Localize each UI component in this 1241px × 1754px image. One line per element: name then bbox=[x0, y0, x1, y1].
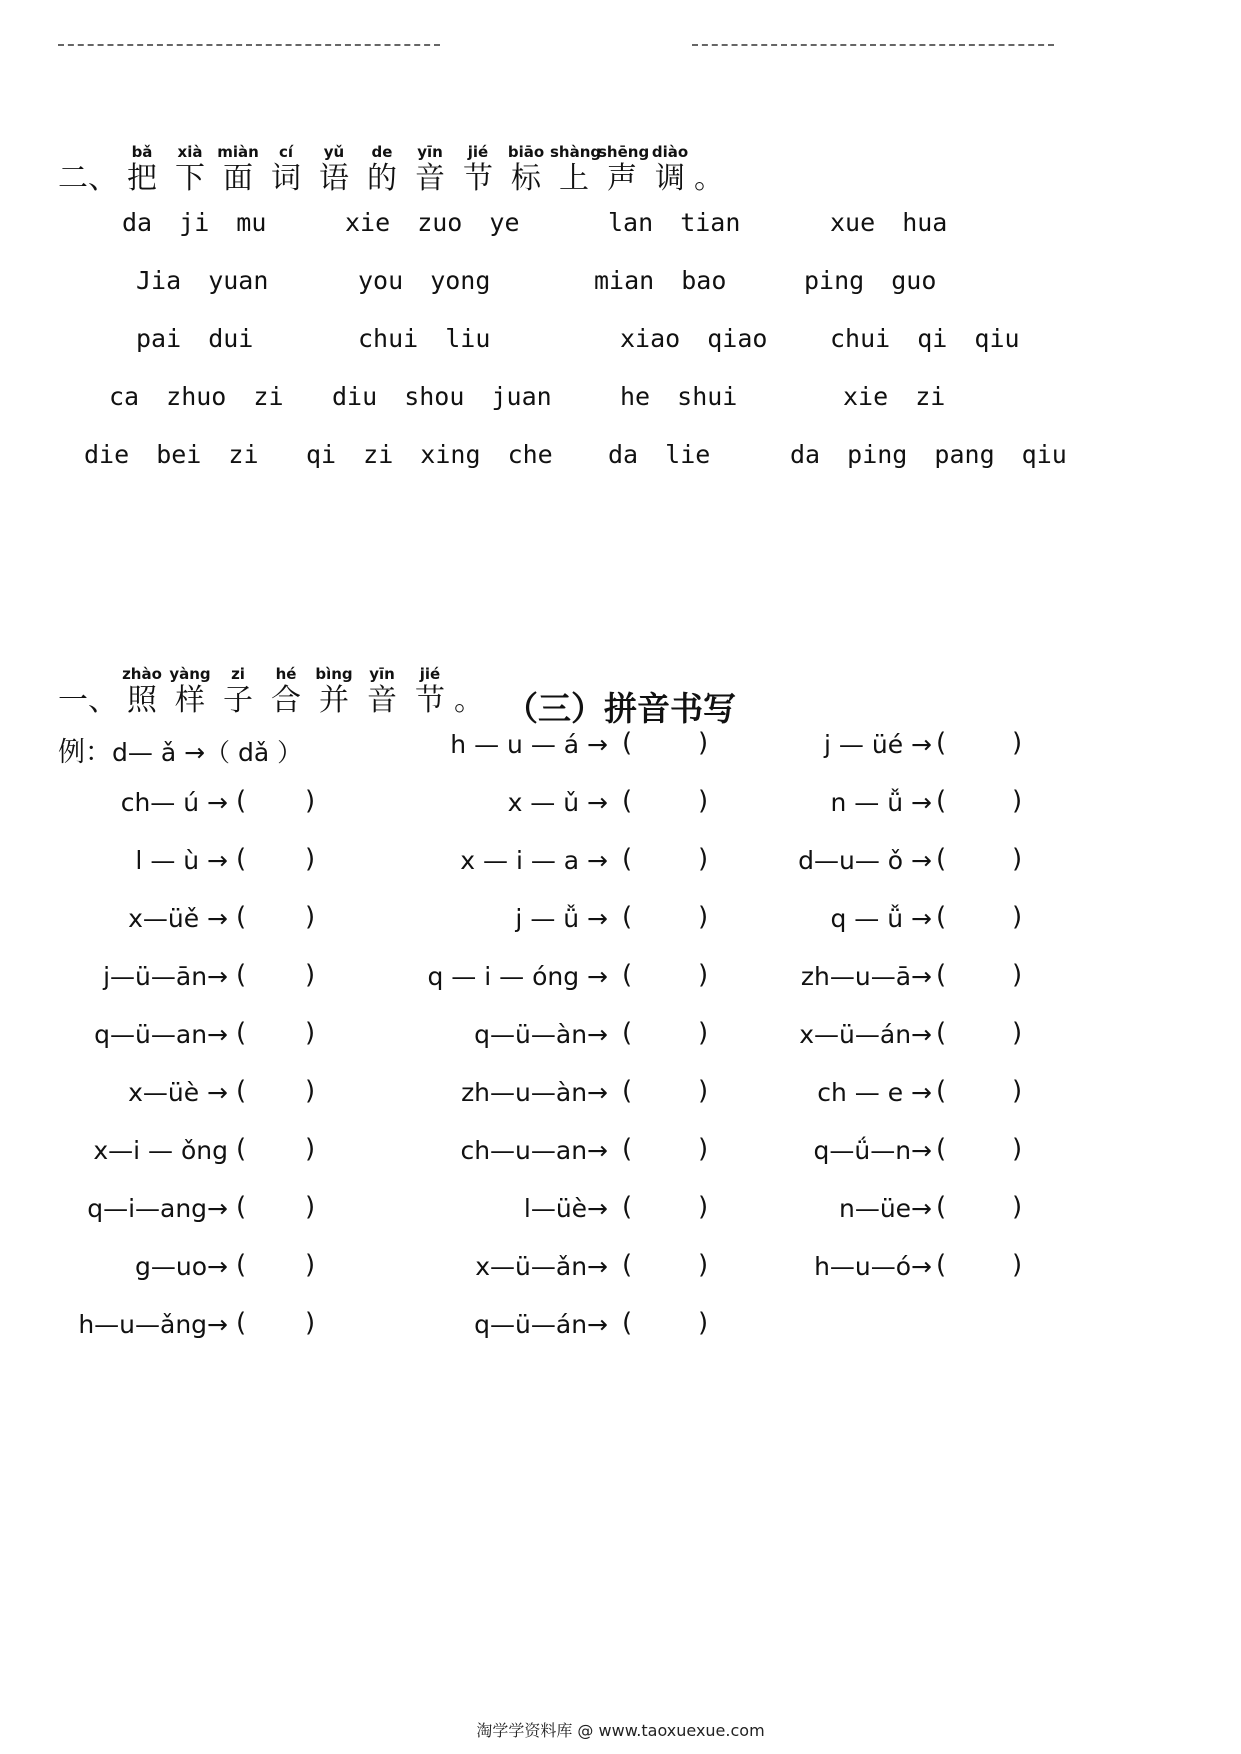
syllable-expression: q—ü—àn→ bbox=[474, 1020, 608, 1049]
answer-blank[interactable] bbox=[636, 1252, 698, 1282]
example-expression: d— ǎ →（ dǎ ） bbox=[112, 738, 303, 767]
answer-paren-open: ( bbox=[622, 1250, 633, 1280]
hanzi-char: 下 bbox=[175, 161, 205, 196]
pinyin-word: chui qi qiu bbox=[830, 324, 1020, 353]
answer-paren-close: ) bbox=[1012, 728, 1023, 758]
answer-blank[interactable] bbox=[950, 730, 1012, 760]
top-dash-line-left bbox=[58, 44, 440, 46]
pinyin-annotation: biāo bbox=[507, 143, 545, 161]
section3-subtitle bbox=[58, 665, 484, 719]
pinyin-annotation: zi bbox=[231, 665, 245, 683]
answer-paren-open: ( bbox=[936, 1192, 947, 1222]
section3-subtitle-char bbox=[214, 665, 262, 719]
syllable-expression: d—u— ǒ → bbox=[798, 846, 932, 875]
answer-blank[interactable] bbox=[950, 1078, 1012, 1108]
section3-heading: （三）拼音书写 bbox=[505, 689, 736, 728]
pinyin-annotation: yīn bbox=[369, 665, 395, 683]
syllable-expression: g—uo→ bbox=[135, 1252, 228, 1281]
answer-paren-open: ( bbox=[936, 728, 947, 758]
hanzi-char: 面 bbox=[223, 161, 253, 196]
pinyin-annotation: shēng bbox=[598, 143, 650, 161]
syllable-expression: zh—u—àn→ bbox=[461, 1078, 608, 1107]
pinyin-annotation: yǔ bbox=[323, 143, 345, 161]
pinyin-annotation: shàng bbox=[550, 143, 602, 161]
pinyin-word: xie zuo ye bbox=[345, 208, 520, 237]
syllable-expression: q — i — óng → bbox=[427, 962, 608, 991]
hanzi-char: 词 bbox=[271, 161, 301, 196]
syllable-expression: x — i — a → bbox=[460, 846, 608, 875]
answer-blank[interactable] bbox=[636, 1310, 698, 1340]
answer-blank[interactable] bbox=[250, 846, 305, 876]
answer-paren-close: ) bbox=[698, 786, 709, 816]
syllable-expression: n—üe→ bbox=[838, 1194, 932, 1223]
syllable-expression: zh—u—ā→ bbox=[800, 962, 932, 991]
answer-paren-open: ( bbox=[936, 786, 947, 816]
answer-blank[interactable] bbox=[950, 1252, 1012, 1282]
syllable-expression: ch— ú → bbox=[120, 788, 228, 817]
syllable-expression: ch—u—an→ bbox=[460, 1136, 608, 1165]
hanzi-char: 子 bbox=[223, 683, 253, 718]
pinyin-annotation: jié bbox=[467, 143, 489, 161]
hanzi-char: 音 bbox=[367, 683, 397, 718]
syllable-expression: x — ǔ → bbox=[507, 788, 608, 817]
answer-paren-open: ( bbox=[236, 1308, 247, 1338]
section2-title-char bbox=[118, 143, 166, 197]
answer-paren-open: ( bbox=[936, 1076, 947, 1106]
section2-title-char bbox=[406, 143, 454, 197]
answer-paren-open: ( bbox=[622, 844, 633, 874]
hanzi-char: 的 bbox=[367, 161, 397, 196]
hanzi-char: 声 bbox=[607, 161, 637, 196]
answer-paren-open: ( bbox=[936, 960, 947, 990]
answer-blank[interactable] bbox=[950, 1020, 1012, 1050]
syllable-expression: j—ü—ān→ bbox=[103, 962, 228, 991]
answer-paren-open: ( bbox=[236, 1134, 247, 1164]
answer-paren-close: ) bbox=[1012, 786, 1023, 816]
answer-paren-close: ) bbox=[698, 844, 709, 874]
pinyin-word: xiao qiao bbox=[620, 324, 768, 353]
answer-blank[interactable] bbox=[636, 1194, 698, 1224]
answer-blank[interactable] bbox=[250, 904, 305, 934]
answer-paren-open: ( bbox=[622, 960, 633, 990]
answer-blank[interactable] bbox=[950, 904, 1012, 934]
answer-blank[interactable] bbox=[636, 1020, 698, 1050]
syllable-expression: q—ǘ—n→ bbox=[813, 1136, 932, 1165]
answer-paren-open: ( bbox=[622, 728, 633, 758]
answer-paren-open: ( bbox=[622, 1018, 633, 1048]
pinyin-annotation: miàn bbox=[217, 143, 259, 161]
section2-title-number: 二、 bbox=[58, 161, 118, 196]
hanzi-char: 节 bbox=[463, 161, 493, 196]
pinyin-word: you yong bbox=[358, 266, 491, 295]
answer-paren-close: ) bbox=[698, 1192, 709, 1222]
syllable-expression: ch — e → bbox=[817, 1078, 932, 1107]
answer-paren-open: ( bbox=[236, 844, 247, 874]
answer-paren-close: ) bbox=[698, 728, 709, 758]
answer-paren-close: ) bbox=[1012, 1134, 1023, 1164]
pinyin-word: ca zhuo zi bbox=[109, 382, 284, 411]
section2-title-char bbox=[166, 143, 214, 197]
syllable-expression: n — ǚ → bbox=[830, 788, 932, 817]
answer-paren-close: ) bbox=[1012, 844, 1023, 874]
answer-paren-open: ( bbox=[622, 1308, 633, 1338]
hanzi-char: 合 bbox=[271, 683, 301, 718]
answer-paren-close: ) bbox=[1012, 1076, 1023, 1106]
answer-paren-close: ) bbox=[1012, 1192, 1023, 1222]
section3-subtitle-end-mark: 。 bbox=[454, 683, 484, 718]
section2-title-char bbox=[262, 143, 310, 197]
syllable-expression: q—ü—án→ bbox=[474, 1310, 608, 1339]
syllable-expression: x—ü—ǎn→ bbox=[475, 1252, 608, 1281]
answer-paren-open: ( bbox=[236, 1192, 247, 1222]
hanzi-char: 音 bbox=[415, 161, 445, 196]
answer-paren-close: ) bbox=[305, 844, 316, 874]
syllable-expression: x—üè → bbox=[128, 1078, 228, 1107]
pinyin-annotation: yàng bbox=[169, 665, 211, 683]
hanzi-char: 节 bbox=[415, 683, 445, 718]
syllable-expression: q—ü—an→ bbox=[94, 1020, 228, 1049]
footer-watermark: 淘学学资料库 @ www.taoxuexue.com bbox=[476, 1721, 765, 1740]
answer-paren-close: ) bbox=[305, 1192, 316, 1222]
syllable-expression: q — ǚ → bbox=[830, 904, 932, 933]
answer-paren-close: ) bbox=[698, 1308, 709, 1338]
pinyin-word: diu shou juan bbox=[332, 382, 552, 411]
answer-paren-close: ) bbox=[1012, 1018, 1023, 1048]
syllable-expression: l—üè→ bbox=[523, 1194, 608, 1223]
syllable-expression: x—i — ǒng bbox=[93, 1136, 228, 1165]
pinyin-word: lan tian bbox=[608, 208, 741, 237]
section2-title bbox=[58, 143, 724, 197]
answer-blank[interactable] bbox=[950, 962, 1012, 992]
answer-blank[interactable] bbox=[636, 788, 698, 818]
section3-subtitle-char bbox=[262, 665, 310, 719]
pinyin-word: pai dui bbox=[136, 324, 254, 353]
pinyin-word: ping guo bbox=[804, 266, 937, 295]
answer-paren-close: ) bbox=[305, 786, 316, 816]
pinyin-annotation: diào bbox=[651, 143, 689, 161]
pinyin-word: xie zi bbox=[843, 382, 946, 411]
answer-paren-open: ( bbox=[236, 1250, 247, 1280]
example-row bbox=[58, 730, 302, 769]
hanzi-char: 并 bbox=[319, 683, 349, 718]
hanzi-char: 调 bbox=[655, 161, 685, 196]
syllable-expression: h—u—ǎng→ bbox=[78, 1310, 228, 1339]
pinyin-annotation: cí bbox=[278, 143, 294, 161]
answer-blank[interactable] bbox=[250, 1310, 305, 1340]
answer-paren-close: ) bbox=[1012, 960, 1023, 990]
answer-paren-open: ( bbox=[936, 1018, 947, 1048]
answer-paren-open: ( bbox=[936, 844, 947, 874]
answer-blank[interactable] bbox=[636, 962, 698, 992]
pinyin-annotation: bìng bbox=[315, 665, 353, 683]
answer-blank[interactable] bbox=[250, 1252, 305, 1282]
pinyin-annotation: zhào bbox=[122, 665, 162, 683]
syllable-expression: h—u—ó→ bbox=[814, 1252, 932, 1281]
answer-paren-close: ) bbox=[1012, 1250, 1023, 1280]
syllable-expression: x—üě → bbox=[128, 904, 228, 933]
answer-paren-open: ( bbox=[936, 902, 947, 932]
syllable-expression: q—i—ang→ bbox=[87, 1194, 228, 1223]
syllable-expression: j — ǚ → bbox=[515, 904, 608, 933]
hanzi-char: 标 bbox=[511, 161, 541, 196]
pinyin-word: da lie bbox=[608, 440, 711, 469]
answer-paren-close: ) bbox=[698, 1134, 709, 1164]
answer-paren-open: ( bbox=[236, 1076, 247, 1106]
example-label: 例： bbox=[58, 737, 112, 768]
answer-paren-close: ) bbox=[698, 1250, 709, 1280]
section2-title-char bbox=[646, 143, 694, 197]
pinyin-annotation: de bbox=[371, 143, 393, 161]
section2-title-end-mark: 。 bbox=[694, 161, 724, 196]
answer-blank[interactable] bbox=[250, 1136, 305, 1166]
answer-blank[interactable] bbox=[636, 1078, 698, 1108]
answer-paren-close: ) bbox=[698, 902, 709, 932]
answer-paren-close: ) bbox=[305, 1250, 316, 1280]
answer-blank[interactable] bbox=[950, 788, 1012, 818]
section3-subtitle-char bbox=[166, 665, 214, 719]
section2-title-char bbox=[214, 143, 262, 197]
answer-blank[interactable] bbox=[250, 962, 305, 992]
section3-subtitle-char bbox=[358, 665, 406, 719]
answer-blank[interactable] bbox=[250, 1194, 305, 1224]
syllable-expression: x—ü—án→ bbox=[799, 1020, 932, 1049]
pinyin-annotation: hé bbox=[275, 665, 297, 683]
pinyin-word: die bei zi bbox=[84, 440, 259, 469]
section3-subtitle-char bbox=[406, 665, 454, 719]
answer-paren-close: ) bbox=[1012, 902, 1023, 932]
pinyin-annotation: bǎ bbox=[131, 143, 153, 161]
answer-paren-open: ( bbox=[236, 1018, 247, 1048]
hanzi-char: 照 bbox=[127, 683, 157, 718]
answer-paren-open: ( bbox=[622, 1076, 633, 1106]
answer-paren-open: ( bbox=[236, 786, 247, 816]
answer-paren-open: ( bbox=[622, 786, 633, 816]
answer-paren-close: ) bbox=[305, 902, 316, 932]
section2-title-char bbox=[310, 143, 358, 197]
section2-title-char bbox=[550, 143, 602, 197]
answer-paren-open: ( bbox=[936, 1250, 947, 1280]
section3-subtitle-char bbox=[310, 665, 358, 719]
section3-subtitle-char bbox=[118, 665, 166, 719]
answer-blank[interactable] bbox=[250, 788, 305, 818]
answer-paren-close: ) bbox=[305, 1018, 316, 1048]
pinyin-word: chui liu bbox=[358, 324, 491, 353]
answer-blank[interactable] bbox=[250, 1078, 305, 1108]
pinyin-word: qi zi xing che bbox=[306, 440, 553, 469]
answer-paren-close: ) bbox=[698, 960, 709, 990]
pinyin-word: he shui bbox=[620, 382, 738, 411]
answer-paren-close: ) bbox=[698, 1018, 709, 1048]
hanzi-char: 上 bbox=[559, 161, 589, 196]
syllable-expression: h — u — á → bbox=[450, 730, 608, 759]
syllable-expression: j — üé → bbox=[824, 730, 932, 759]
answer-blank[interactable] bbox=[250, 1020, 305, 1050]
answer-paren-open: ( bbox=[622, 1192, 633, 1222]
answer-paren-close: ) bbox=[305, 960, 316, 990]
answer-blank[interactable] bbox=[636, 730, 698, 760]
section2-title-char bbox=[358, 143, 406, 197]
answer-paren-open: ( bbox=[236, 902, 247, 932]
answer-paren-open: ( bbox=[936, 1134, 947, 1164]
hanzi-char: 语 bbox=[319, 161, 349, 196]
answer-blank[interactable] bbox=[636, 846, 698, 876]
answer-paren-open: ( bbox=[236, 960, 247, 990]
answer-paren-close: ) bbox=[305, 1076, 316, 1106]
hanzi-char: 把 bbox=[127, 161, 157, 196]
pinyin-annotation: jié bbox=[419, 665, 441, 683]
pinyin-annotation: xià bbox=[177, 143, 203, 161]
pinyin-annotation: yīn bbox=[417, 143, 443, 161]
answer-blank[interactable] bbox=[950, 1194, 1012, 1224]
section3-subtitle-number: 一、 bbox=[58, 683, 118, 718]
answer-paren-close: ) bbox=[698, 1076, 709, 1106]
answer-blank[interactable] bbox=[636, 1136, 698, 1166]
hanzi-char: 样 bbox=[175, 683, 205, 718]
pinyin-word: mian bao bbox=[594, 266, 727, 295]
answer-blank[interactable] bbox=[950, 846, 1012, 876]
answer-paren-open: ( bbox=[622, 1134, 633, 1164]
pinyin-word: da ji mu bbox=[122, 208, 267, 237]
answer-paren-close: ) bbox=[305, 1308, 316, 1338]
answer-blank[interactable] bbox=[950, 1136, 1012, 1166]
pinyin-word: xue hua bbox=[830, 208, 948, 237]
answer-paren-close: ) bbox=[305, 1134, 316, 1164]
section2-title-char bbox=[598, 143, 650, 197]
pinyin-word: Jia yuan bbox=[136, 266, 269, 295]
answer-paren-open: ( bbox=[622, 902, 633, 932]
top-dash-line-right bbox=[692, 44, 1054, 46]
syllable-expression: l — ù → bbox=[135, 846, 228, 875]
section2-title-char bbox=[502, 143, 550, 197]
answer-blank[interactable] bbox=[636, 904, 698, 934]
section2-title-char bbox=[454, 143, 502, 197]
pinyin-word: da ping pang qiu bbox=[790, 440, 1067, 469]
